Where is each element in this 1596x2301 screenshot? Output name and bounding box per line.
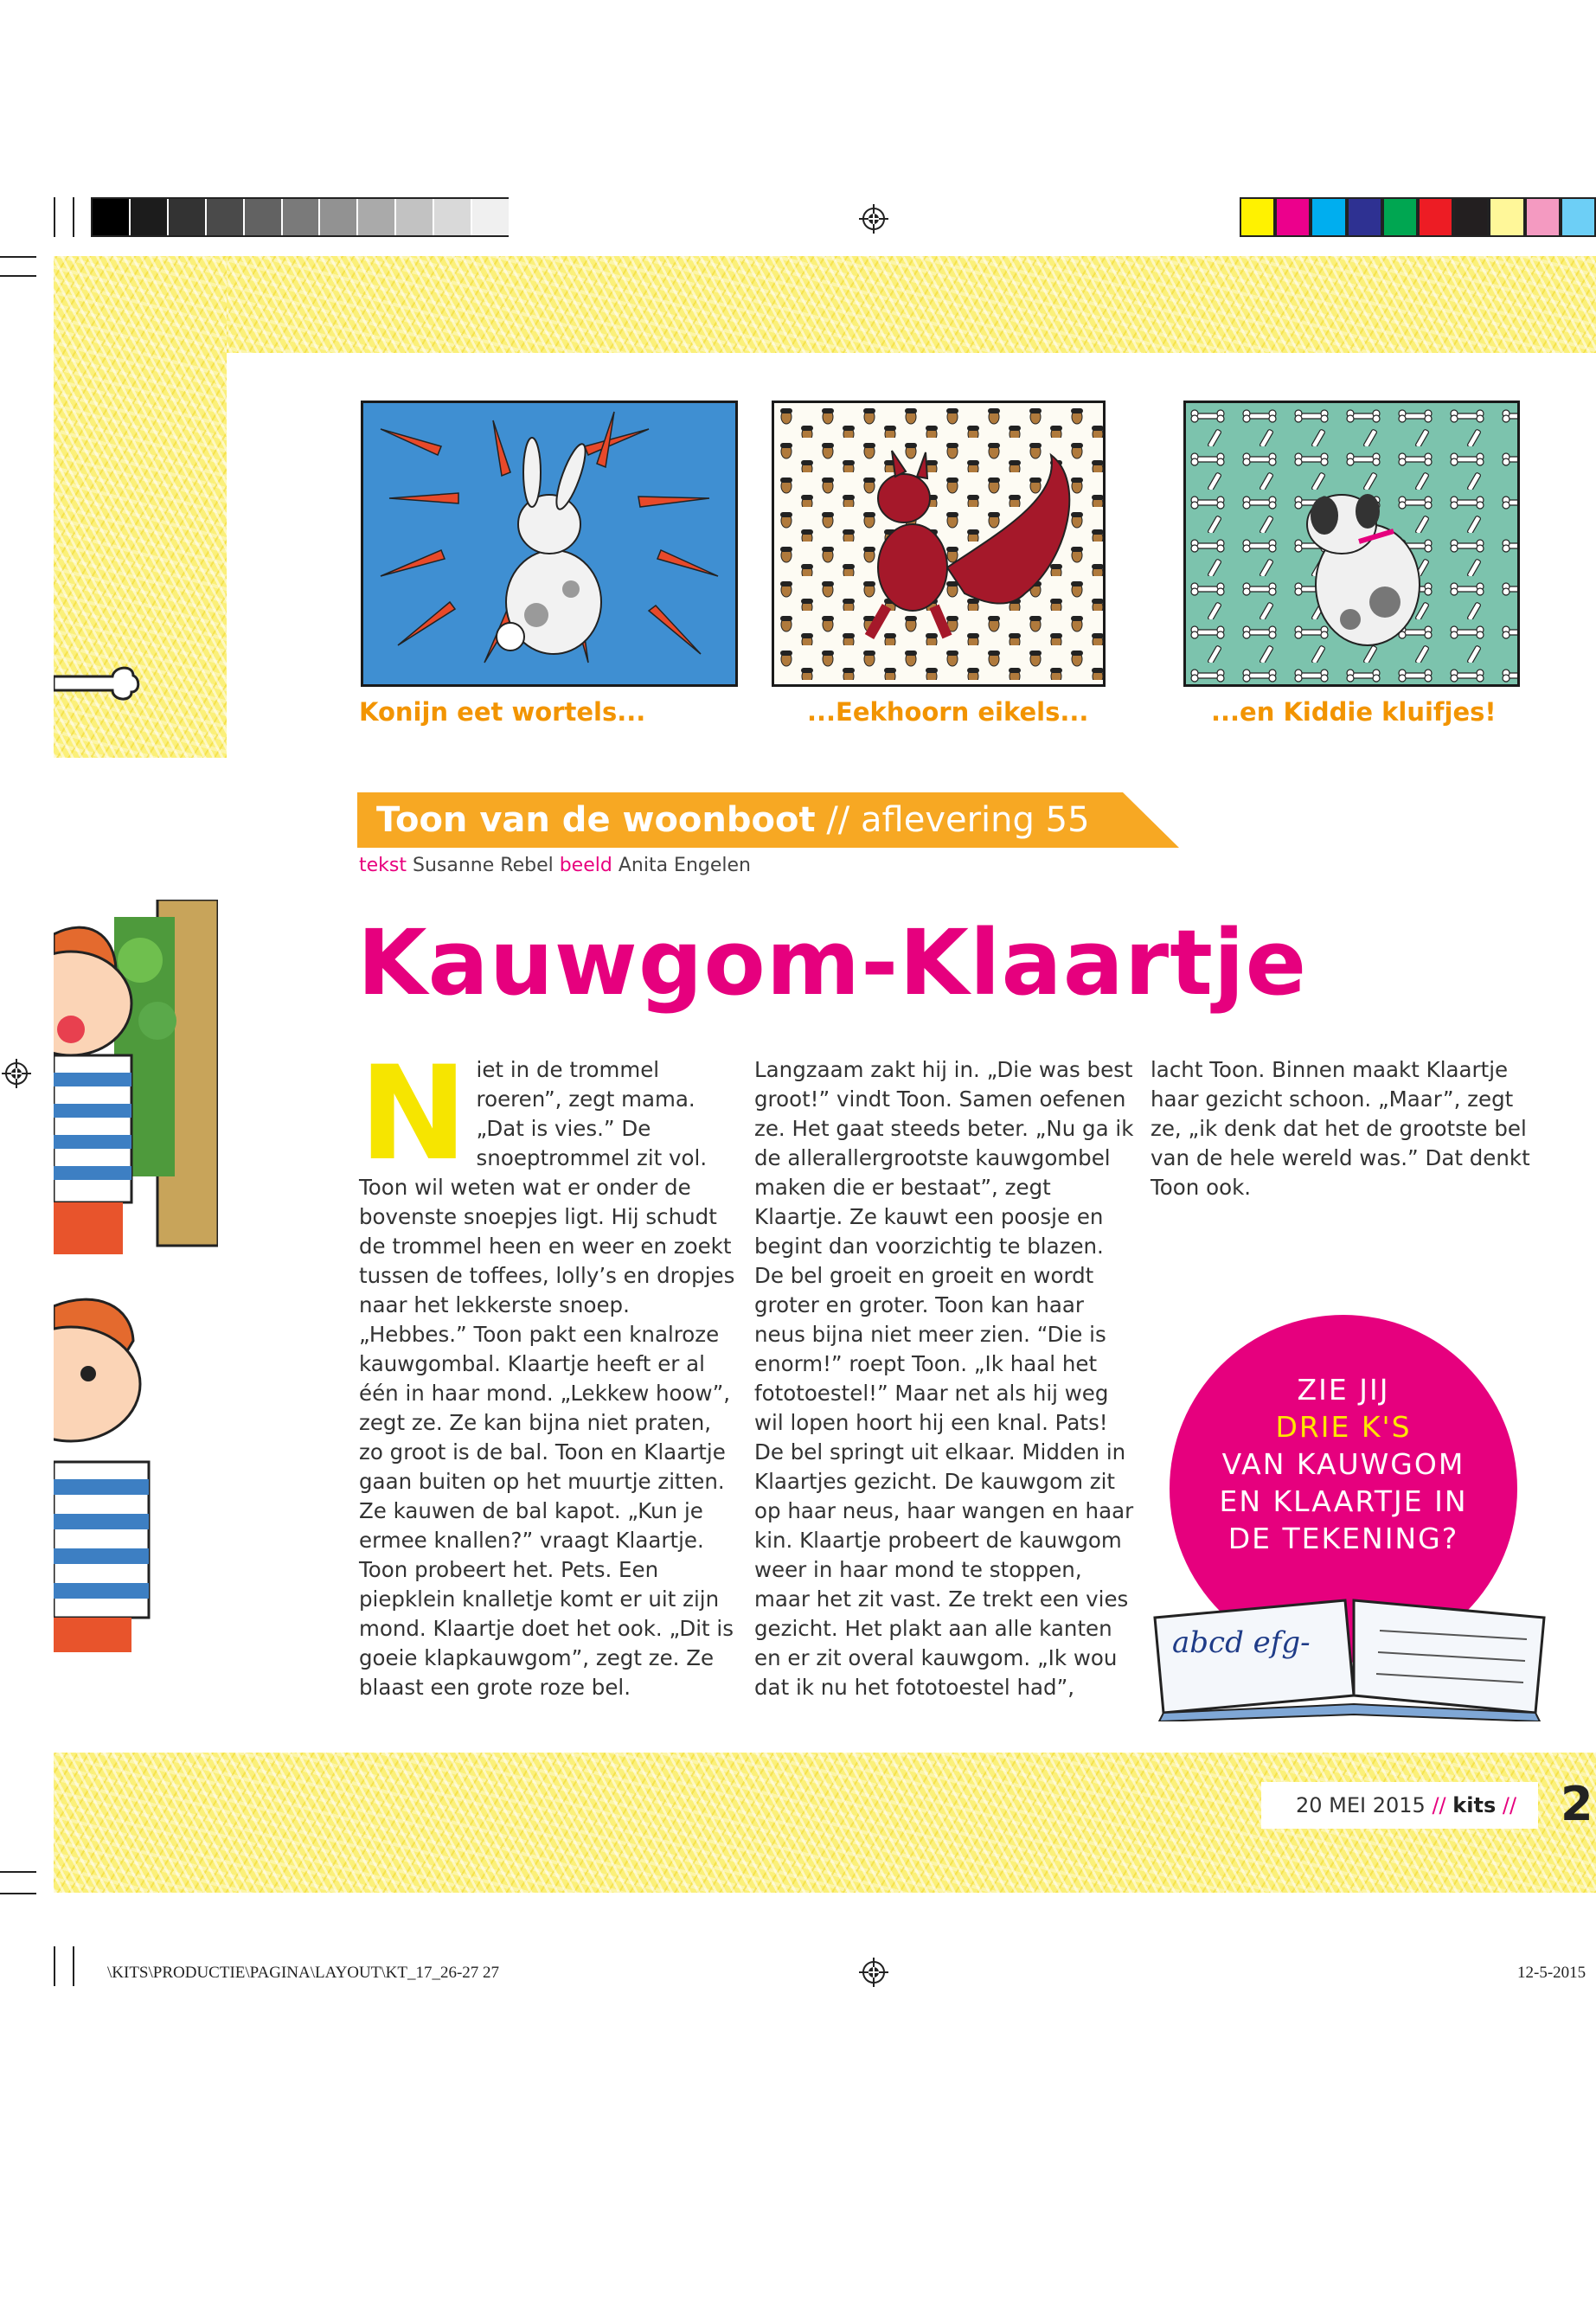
color-swatch [1347, 197, 1382, 237]
notebook-letters: abcd efg- [1172, 1625, 1311, 1660]
color-swatch [1275, 197, 1311, 237]
footer-separator: // [1432, 1793, 1446, 1817]
dog-bones-illustration [1183, 401, 1520, 687]
crayon-frame-top [54, 256, 1596, 353]
crop-mark [0, 256, 36, 258]
puzzle-question [1170, 1371, 1517, 1557]
issue-date: 20 MEI 2015 [1296, 1793, 1426, 1817]
puzzle-line-2: DRIE K'S [1275, 1410, 1412, 1444]
crop-mark [54, 197, 55, 237]
boy-peeking-illustration [54, 1289, 183, 1652]
footer-separator: // [1502, 1793, 1517, 1817]
caption-rabbit: Konijn eet wortels... [359, 697, 646, 727]
gray-swatch [245, 199, 283, 235]
page-number: 2 [1561, 1777, 1593, 1831]
squirrel-acorns-illustration [772, 401, 1106, 687]
gray-swatch [358, 199, 396, 235]
color-swatch [1418, 197, 1453, 237]
series-heading [376, 792, 1090, 848]
caption-dog: ...en Kiddie kluifjes! [1211, 697, 1497, 727]
drop-cap: N [359, 1039, 468, 1189]
story-column-1-text: iet in de trommel roeren”, zegt mama. „Dat is vies.” De snoeptrommel zit vol. Toon wil weten wat er onder de bovenste snoepjes ligt. Hij schudt de trommel heen en weer en zoekt tussen de toffees, lolly’s en dropjes naar het lekkerste snoep. „Hebbes.” Toon pakt een knalroze kauwgombal. Klaartje heeft er al één in haar mond. „Lekkew hoow”, zegt ze. Ze kan bijna niet praten, zo groot is de bal. Toon en Klaartje gaan buiten op het muurtje zitten. Ze kauwen de bal kapot. „Kun je ermee knallen?” vraagt Klaartje. Toon probeert het. Pets. Een piepklein knalletje komt er uit zijn mond. Klaartje doet het ook. „Dit is goeie klapkauwgom”, zegt ze. Ze blaast een grote roze bel. [359, 1057, 735, 1700]
page-footer [1296, 1782, 1516, 1829]
color-swatch [1489, 197, 1524, 237]
credits-line [359, 855, 751, 876]
credits-author: Susanne Rebel [413, 855, 554, 876]
gray-swatch [207, 199, 245, 235]
caption-squirrel: ...Eekhoorn eikels... [807, 697, 1089, 727]
registration-mark-icon [2, 1059, 31, 1088]
process-color-bar [1240, 197, 1596, 237]
puzzle-line-4: EN KLAARTJE IN [1219, 1484, 1468, 1518]
boy-peeking-illustration [54, 900, 218, 1263]
gray-swatch [472, 199, 510, 235]
color-swatch [1240, 197, 1275, 237]
puzzle-line-5: DE TEKENING? [1227, 1522, 1459, 1555]
puzzle-line-1: ZIE JIJ [1297, 1373, 1390, 1407]
series-title: Toon van de woonboot [376, 800, 816, 840]
registration-mark-icon [859, 204, 888, 234]
puzzle-line-3: VAN KAUWGOM [1221, 1447, 1465, 1481]
rabbit-eating-carrots-illustration [361, 401, 738, 687]
gray-swatch [131, 199, 169, 235]
gray-swatch [320, 199, 358, 235]
gray-color-bar [91, 197, 509, 237]
crop-mark [54, 1946, 55, 1986]
crop-mark [73, 1946, 74, 1986]
gray-swatch [396, 199, 434, 235]
credits-illustrator: Anita Engelen [618, 855, 751, 876]
gray-swatch [169, 199, 207, 235]
crop-mark [0, 1871, 36, 1873]
color-swatch [1311, 197, 1346, 237]
story-column-3: lacht Toon. Binnen maakt Klaartje haar gezicht schoon. „Maar”, zegt ze, „ik denk dat het de grootste bel van de hele wereld was.” Dat denkt Toon ook. [1151, 1057, 1530, 1200]
credits-text-label: tekst [359, 855, 407, 876]
slug-path: \KITS\PRODUCTIE\PAGINA\LAYOUT\KT_17_26-27 27 [107, 1964, 500, 1982]
color-swatch [1525, 197, 1561, 237]
gray-swatch [434, 199, 472, 235]
gray-swatch [283, 199, 321, 235]
gray-swatch [93, 199, 131, 235]
crop-mark [73, 197, 74, 237]
notebook-illustration [1146, 1583, 1561, 1721]
story-column-1 [359, 1039, 740, 1702]
story-column-2: Langzaam zakt hij in. „Die was best groot!” vindt Toon. Samen oefenen ze. Het gaat steeds beter. „Nu ga ik de allerallergrootste kauwgombel maken die er bestaat”, zegt Klaartje. Ze kauwt een poosje en begint dan voorzichtig te blazen. De bel groeit en groeit en wordt groter en groter. Toon kan haar neus bijna niet meer zien. “Die is enorm!” roept Toon. „Ik haal het fototoestel!” Maar net als hij weg wil lopen hoort hij een knal. Pats! De bel springt uit elkaar. Midden in Klaartjes gezicht. De kauwgom zit op haar neus, haar wangen en haar kin. Klaartje probeert de kauwgom weer in haar mond te stoppen, maar het zit vast. Ze trekt een vies gezicht. Het plakt aan alle kanten en er zit overal kauwgom. „Ik wou dat ik nu het fototoestel had”, [754, 1057, 1134, 1700]
bone-icon [54, 661, 140, 704]
slug-date: 12-5-2015 [1517, 1964, 1586, 1982]
story-title: Kauwgom-Klaartje [357, 910, 1308, 1016]
credits-image-label: beeld [559, 855, 612, 876]
color-swatch [1453, 197, 1489, 237]
series-episode: aflevering 55 [861, 800, 1090, 840]
registration-mark-icon [859, 1958, 888, 1987]
crop-mark [0, 1893, 36, 1894]
crop-mark [0, 275, 36, 277]
color-swatch [1561, 197, 1596, 237]
color-swatch [1382, 197, 1418, 237]
magazine-name: kits [1452, 1793, 1497, 1817]
series-separator: // [826, 800, 850, 840]
